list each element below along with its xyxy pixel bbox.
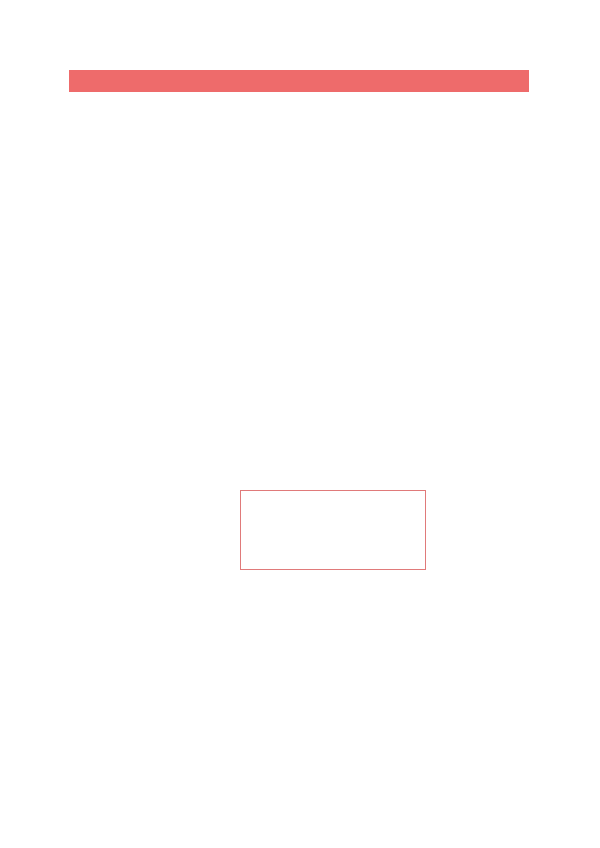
summary-box xyxy=(240,490,426,570)
title-banner xyxy=(69,70,529,92)
